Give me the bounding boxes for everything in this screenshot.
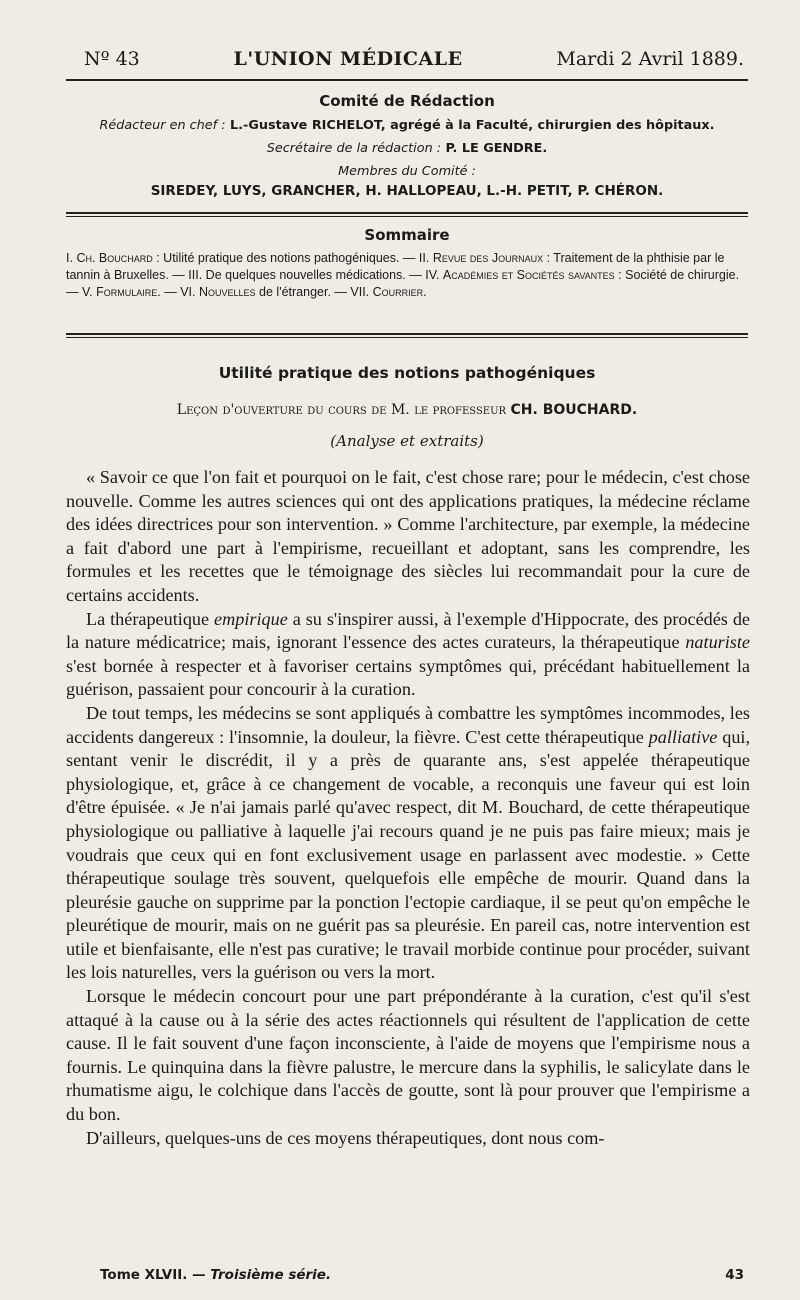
summary-item-number: II.	[418, 251, 430, 265]
members-label: Membres du Comité :	[338, 164, 476, 179]
summary-item-text: de l'étranger. —	[259, 285, 347, 299]
emphasis: palliative	[648, 726, 718, 747]
editor-label: Rédacteur en chef :	[99, 118, 226, 133]
paragraph: Lorsque le médecin concourt pour une part prépondérante à la curation, c'est qu'il s'est attaqué à la cause ou à la série des actes réactionnels qui résultent de l'application de cette cause. Il le fait souvent d'une façon inconsciente, à l'aide de moyens que l'empirisme nous a fournis. Le quinquina dans la fièvre palustre, le mercure dans la syphilis, le salicylate dans le rhumatisme aigu, le colchique dans l'accès de goutte, sont là pour prouver que l'empirisme a du bon.	[66, 986, 750, 1125]
paragraph-text: s'est bornée à respecter et à favoriser certains symptômes qui, précédant habituellement la guérison, passaient pour concourir à la curation.	[66, 655, 750, 700]
summary-item-number: VII.	[350, 285, 370, 299]
lecture-line	[66, 402, 748, 418]
paragraph	[66, 702, 750, 985]
paragraph-text: a su s'inspirer aussi, à l'exemple d'Hippocrate, des procédés de la nature médicatrice; mais, ignorant l'essence des actes curateurs, la thérapeutique	[66, 608, 750, 653]
emphasis: empirique	[214, 608, 288, 629]
summary-item-text: : Traitement de la phthisie par le tannin à Bruxelles. —	[66, 251, 725, 282]
committee-rule-bottom	[66, 216, 748, 217]
lecture-prefix: Leçon d'ouverture du cours de M. le professeur	[176, 402, 507, 418]
volume-label: Tome XLVII. —	[100, 1267, 206, 1283]
summary-section-title: Courrier.	[372, 285, 427, 299]
members-label-line	[66, 164, 748, 179]
summary-text	[66, 250, 748, 301]
summary-item-text: : Utilité pratique des notions pathogéniques. —	[156, 251, 416, 265]
page-footer	[100, 1267, 744, 1283]
emphasis: naturiste	[685, 632, 750, 653]
footer-volume	[100, 1267, 331, 1283]
summary-item-text: III. De quelques nouvelles médications.	[188, 268, 406, 282]
secretary-label: Secrétaire de la rédaction :	[266, 141, 442, 156]
paragraph	[66, 608, 750, 702]
lecture-author: CH. BOUCHARD.	[510, 402, 638, 418]
header-rule	[66, 79, 748, 81]
summary-author: Ch. Bouchard	[76, 251, 153, 265]
paragraph: « Savoir ce que l'on fait et pourquoi on le fait, c'est chose rare; pour le médecin, c'est chose nouvelle. Comme les autres sciences qui ont des applications pratiques, la médecine réclame des idées directrices pour son intervention. » Comme l'architecture, par exemple, la médecine a fait d'abord une part à l'empirisme, recueillant et adoptant, sans les comprendre, les formules et les recettes que le témoignage des siècles lui recommandait pour la cure de certains accidents.	[66, 467, 750, 605]
journal-title: L'UNION MÉDICALE	[233, 48, 463, 70]
summary-section-title: Nouvelles	[199, 285, 256, 299]
summary-item-text: : Société de chirurgie. —	[66, 268, 740, 299]
summary-item-number: — IV.	[409, 268, 440, 282]
editor-name: L.-Gustave RICHELOT, agrégé à la Faculté, chirurgien des hôpitaux.	[230, 118, 715, 133]
paragraph-text: La thérapeutique	[86, 608, 210, 629]
summary-rule-bottom	[66, 337, 748, 338]
summary-rule-top	[66, 333, 748, 335]
committee-rule-top	[66, 212, 748, 214]
series-label: Troisième série.	[210, 1267, 332, 1283]
table-of-contents	[66, 226, 748, 301]
paragraph-text: qui, sentant venir le discrédit, il y a près de quarante ans, s'est appelée thérapeutique physiologique, et, grâce à ce changement de vocable, a reconquis une faveur qui est loin d'être épuisée. « Je n'ai jamais parlé qu'avec respect, dit M. Bouchard, de cette thérapeutique physiologique ou palliative à laquelle j'ai recours quand je ne puis pas faire mieux; mais je voudrais que ceux qui en font exclusivement usage en parlassent avec modestie. » Cette thérapeutique soulage très souvent, quelquefois elle empêche de mourir. Quand dans la pleurésie gauche on supprime par la ponction l'ectopie cardiaque, il se peut qu'on empêche le pleurétique de mourir, mais on ne guérit pas sa pleurésie. En pareil cas, notre intervention est utile et bienfaisante, elle n'est pas curative; le travail morbide continue pour procéder, suivant les lois naturelles, vers la guérison ou vers la mort.	[66, 726, 751, 983]
members-line: SIREDEY, LUYS, GRANCHER, H. HALLOPEAU, L.-H. PETIT, P. CHÉRON.	[150, 183, 664, 199]
committee-heading: Comité de Rédaction	[319, 92, 495, 110]
summary-item-number: I.	[66, 251, 73, 265]
article-subtitle: (Analyse et extraits)	[330, 432, 484, 450]
issue-date: Mardi 2 Avril 1889.	[556, 48, 744, 70]
article-title: Utilité pratique des notions pathogéniques	[218, 364, 596, 382]
summary-item-number: V.	[81, 285, 93, 299]
issue-number: Nº 43	[84, 48, 140, 70]
running-head	[84, 44, 744, 74]
editorial-committee	[66, 92, 748, 207]
summary-heading: Sommaire	[364, 226, 450, 244]
secretary-name: P. LE GENDRE.	[445, 141, 548, 156]
secretary-line	[66, 141, 748, 156]
footer-page-number: 43	[725, 1267, 744, 1283]
article-body	[66, 466, 750, 1150]
editor-line	[66, 118, 748, 133]
paragraph: D'ailleurs, quelques-uns de ces moyens thérapeutiques, dont nous com-	[86, 1127, 605, 1148]
summary-section-title: Revue des Journaux	[432, 251, 544, 265]
summary-item-number: — VI.	[164, 285, 196, 299]
summary-section-title: Formulaire.	[96, 285, 161, 299]
paragraph-text: De tout temps, les médecins se sont appliqués à combattre les symptômes incommodes, les accidents dangereux : l'insomnie, la douleur, la fièvre. C'est cette thérapeutique	[66, 702, 750, 747]
summary-section-title: Académies et Sociétés savantes	[442, 268, 615, 282]
